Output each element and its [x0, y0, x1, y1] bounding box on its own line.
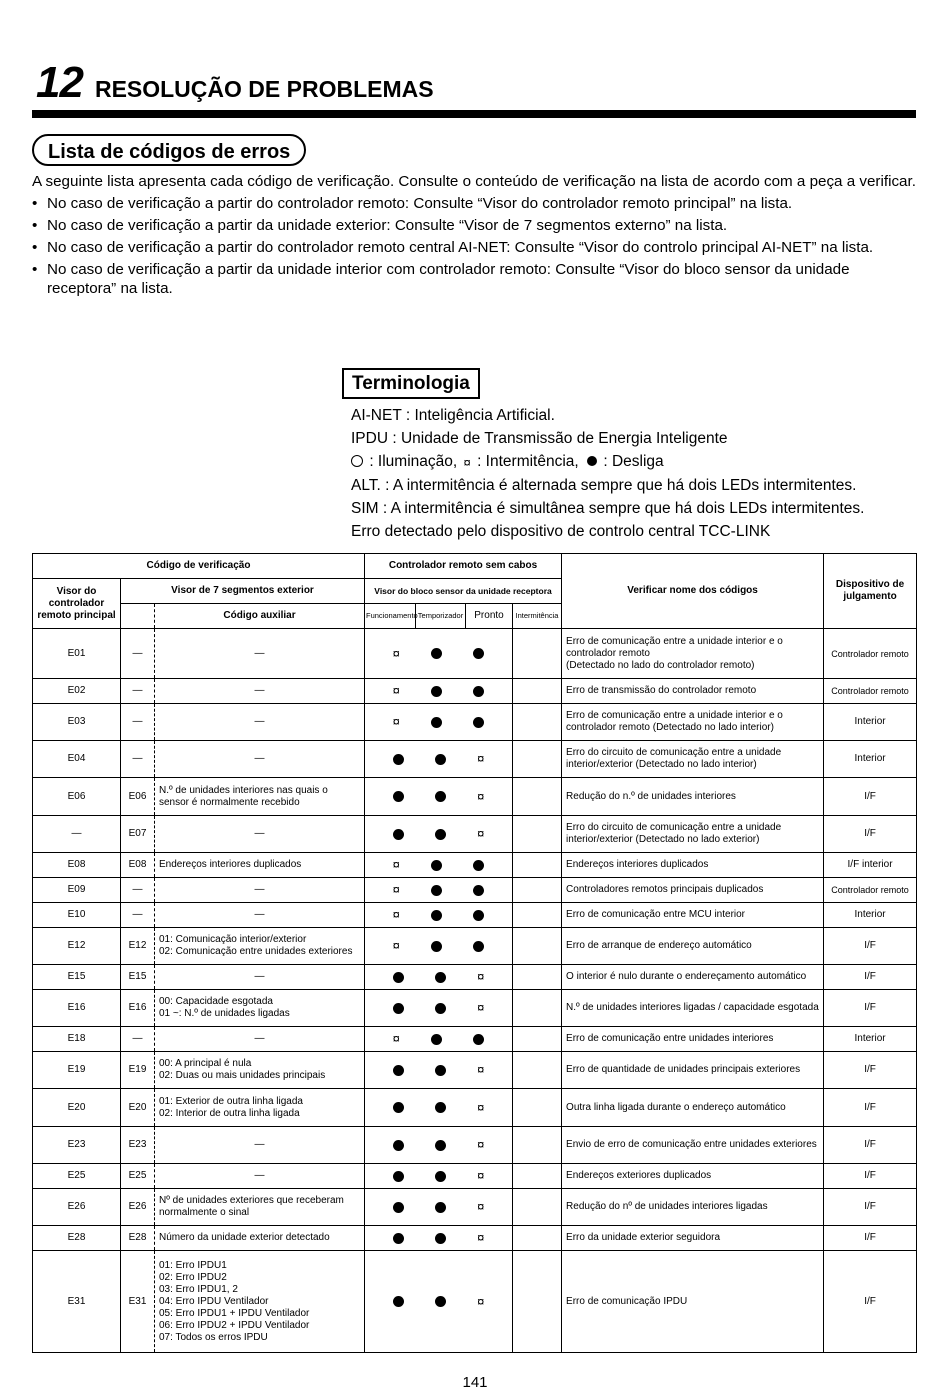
led-status-cell [365, 903, 513, 928]
led-blink-icon: ¤ [392, 645, 400, 661]
check-name-cell: Endereços interiores duplicados [562, 853, 824, 878]
flash-cell [513, 679, 562, 704]
led-blink-icon: ¤ [477, 1293, 485, 1309]
remote-code-cell: E03 [33, 704, 121, 741]
seg7-code-cell: — [121, 704, 155, 741]
seg7-code-cell: — [121, 1027, 155, 1052]
flash-cell [513, 928, 562, 965]
seg7-code-cell: E07 [121, 816, 155, 853]
remote-code-cell: E18 [33, 1027, 121, 1052]
led-blink-icon: ¤ [392, 1031, 400, 1046]
seg7-code-cell: E23 [121, 1127, 155, 1164]
error-codes-table [32, 553, 917, 1353]
table-row [33, 1052, 917, 1089]
table-row [33, 816, 917, 853]
header-aux-code: Código auxiliar [155, 604, 365, 629]
chapter-number: 12 [36, 58, 83, 107]
led-blink-icon: ¤ [392, 683, 400, 698]
remote-code-cell: — [33, 816, 121, 853]
led-on-icon [473, 648, 484, 659]
table-row [33, 1089, 917, 1127]
flash-cell [513, 704, 562, 741]
led-on-icon [473, 885, 484, 896]
led-on-icon [393, 1296, 404, 1307]
terminology-title: Terminologia [342, 368, 480, 399]
aux-code-cell: — [155, 1027, 365, 1052]
device-cell: I/F [824, 778, 917, 816]
aux-code-cell: Número da unidade exterior detectado [155, 1226, 365, 1251]
table-row [33, 965, 917, 990]
led-on-icon [435, 829, 446, 840]
seg7-code-cell: E12 [121, 928, 155, 965]
led-blink-icon: ¤ [477, 1099, 485, 1115]
check-name-cell: N.º de unidades interiores ligadas / capacidade esgotada [562, 990, 824, 1027]
led-status-cell [365, 1251, 513, 1353]
led-status-cell [365, 928, 513, 965]
aux-code-cell: — [155, 878, 365, 903]
legend-on: : Iluminação, [369, 453, 458, 471]
chapter-rule [32, 110, 916, 118]
header-check-name: Verificar nome dos códigos [562, 554, 824, 629]
device-cell: I/F interior [824, 853, 917, 878]
intro-bullet: • No caso de verificação a partir da unidade interior com controlador remoto: Consulte “Visor do bloco sensor da unidade receptora” na lista. [32, 260, 920, 298]
aux-code-cell: 01: Exterior de outra linha ligada 02: Interior de outra linha ligada [155, 1089, 365, 1127]
seg7-code-cell: — [121, 878, 155, 903]
seg7-code-cell: E06 [121, 778, 155, 816]
seg7-code-cell: E25 [121, 1164, 155, 1189]
device-cell: I/F [824, 1127, 917, 1164]
seg7-code-cell: E31 [121, 1251, 155, 1353]
legend-blink: : Intermitência, [477, 453, 579, 471]
flash-cell [513, 741, 562, 778]
led-on-icon [431, 1034, 442, 1045]
term-line: AI-NET : Inteligência Artificial. [351, 407, 555, 424]
seg7-code-cell: E15 [121, 965, 155, 990]
aux-code-cell: 00: A principal é nula 02: Duas ou mais unidades principais [155, 1052, 365, 1089]
flash-cell [513, 1164, 562, 1189]
device-cell: I/F [824, 1052, 917, 1089]
led-blink-icon: ¤ [477, 1168, 485, 1183]
led-blink-icon: ¤ [477, 1000, 485, 1015]
seg7-code-cell: E20 [121, 1089, 155, 1127]
led-blink-icon: ¤ [477, 1137, 485, 1152]
check-name-cell: Erro do circuito de comunicação entre a unidade interior/exterior (Detectado no lado interior) [562, 741, 824, 778]
header-flash: Intermitência [513, 604, 562, 629]
header-wireless: Controlador remoto sem cabos [365, 554, 562, 579]
led-blink-icon: ¤ [477, 788, 485, 804]
terminology-list [351, 404, 864, 544]
check-name-cell: Redução do n.º de unidades interiores [562, 778, 824, 816]
header-operation: Funcionamento [365, 604, 416, 629]
device-cell: Interior [824, 1027, 917, 1052]
led-blink-icon: ¤ [477, 751, 485, 766]
aux-code-cell: — [155, 965, 365, 990]
led-status-cell [365, 816, 513, 853]
led-blink-icon: ¤ [392, 857, 400, 872]
header-judging: Dispositivo de julgamento [824, 554, 917, 629]
flash-cell [513, 1226, 562, 1251]
led-on-icon [473, 910, 484, 921]
remote-code-cell: E08 [33, 853, 121, 878]
led-status-cell [365, 965, 513, 990]
check-name-cell: Erro de quantidade de unidades principais exteriores [562, 1052, 824, 1089]
table-row [33, 990, 917, 1027]
device-cell: I/F [824, 1189, 917, 1226]
led-on-icon [393, 1171, 404, 1182]
table-row [33, 928, 917, 965]
led-on-icon [473, 717, 484, 728]
intro-bullets [32, 194, 920, 298]
led-on-icon [393, 1202, 404, 1213]
led-on-icon [393, 829, 404, 840]
flash-cell [513, 878, 562, 903]
led-blink-icon: ¤ [392, 938, 400, 953]
led-on-icon [473, 860, 484, 871]
table-row [33, 903, 917, 928]
led-on-icon [435, 1003, 446, 1014]
led-blink-icon: ¤ [477, 1230, 485, 1245]
flash-cell [513, 903, 562, 928]
flash-cell [513, 629, 562, 679]
led-status-cell [365, 1089, 513, 1127]
check-name-cell: Erro de comunicação entre a unidade interior e o controlador remoto (Detectado no lado do controlador remoto) [562, 629, 824, 679]
table-row [33, 679, 917, 704]
led-on-icon [435, 791, 446, 802]
device-cell: I/F [824, 1251, 917, 1353]
led-blink-icon: ¤ [477, 826, 485, 841]
remote-code-cell: E26 [33, 1189, 121, 1226]
remote-code-cell: E02 [33, 679, 121, 704]
seg7-code-cell: E08 [121, 853, 155, 878]
led-on-icon [435, 1065, 446, 1076]
remote-code-cell: E16 [33, 990, 121, 1027]
led-on-icon [431, 648, 442, 659]
led-on-icon [435, 1202, 446, 1213]
flash-cell [513, 816, 562, 853]
aux-code-cell: — [155, 704, 365, 741]
device-cell: Interior [824, 741, 917, 778]
led-on-icon [393, 1065, 404, 1076]
table-row [33, 853, 917, 878]
flash-cell [513, 1189, 562, 1226]
term-line: SIM : A intermitência é simultânea sempre que há dois LEDs intermitentes. [351, 500, 865, 518]
table-row [33, 878, 917, 903]
flash-cell [513, 1089, 562, 1127]
table-row [33, 629, 917, 679]
intro-text [32, 172, 920, 301]
remote-code-cell: E09 [33, 878, 121, 903]
led-blink-icon: ¤ [463, 454, 471, 470]
header-ready: Pronto [466, 604, 513, 629]
led-status-cell [365, 990, 513, 1027]
check-name-cell: Redução do nº de unidades interiores ligadas [562, 1189, 824, 1226]
check-name-cell: Erro de comunicação IPDU [562, 1251, 824, 1353]
remote-code-cell: E15 [33, 965, 121, 990]
page-number: 141 [462, 1374, 488, 1391]
led-blink-icon: ¤ [477, 969, 485, 984]
seg7-code-cell: E28 [121, 1226, 155, 1251]
table-row [33, 704, 917, 741]
flash-cell [513, 965, 562, 990]
device-cell: I/F [824, 816, 917, 853]
check-name-cell: Controladores remotos principais duplicados [562, 878, 824, 903]
led-status-cell [365, 741, 513, 778]
term-line: IPDU : Unidade de Transmissão de Energia Inteligente [351, 430, 728, 448]
flash-cell [513, 990, 562, 1027]
remote-code-cell: E25 [33, 1164, 121, 1189]
table-row [33, 1027, 917, 1052]
flash-cell [513, 1127, 562, 1164]
check-name-cell: Erro da unidade exterior seguidora [562, 1226, 824, 1251]
aux-code-cell: 01: Comunicação interior/exterior 02: Comunicação entre unidades exteriores [155, 928, 365, 965]
flash-cell [513, 853, 562, 878]
aux-code-cell: N.º de unidades interiores nas quais o sensor é normalmente recebido [155, 778, 365, 816]
intro-bullet: • No caso de verificação a partir da unidade exterior: Consulte “Visor de 7 segmentos externo” na lista. [32, 216, 920, 235]
remote-code-cell: E19 [33, 1052, 121, 1089]
seg7-code-cell: E16 [121, 990, 155, 1027]
seg7-code-cell: — [121, 679, 155, 704]
table-row [33, 741, 917, 778]
header-seg7: Visor de 7 segmentos exterior [121, 579, 365, 604]
check-name-cell: Erro de comunicação entre MCU interior [562, 903, 824, 928]
remote-code-cell: E20 [33, 1089, 121, 1127]
remote-code-cell: E31 [33, 1251, 121, 1353]
flash-cell [513, 1027, 562, 1052]
aux-code-cell: 01: Erro IPDU1 02: Erro IPDU2 03: Erro IPDU1, 2 04: Erro IPDU Ventilador 05: Erro IPDU1 + IPDU Ventilador 06: Erro IPDU2 + IPDU Ventilador 07: Todos os erros IPDU [155, 1251, 365, 1353]
led-on-icon [435, 1233, 446, 1244]
intro-bullet: • No caso de verificação a partir do controlador remoto: Consulte “Visor do controlador remoto principal” na lista. [32, 194, 920, 213]
aux-code-cell: Endereços interiores duplicados [155, 853, 365, 878]
flash-cell [513, 1251, 562, 1353]
led-on-icon [473, 1034, 484, 1045]
led-on-icon [431, 885, 442, 896]
device-cell: Controlador remoto [824, 878, 917, 903]
led-on-icon [473, 686, 484, 697]
header-sensor-block: Visor do bloco sensor da unidade receptora [365, 579, 562, 604]
chapter-title: RESOLUÇÃO DE PROBLEMAS [94, 76, 434, 102]
led-on-icon [435, 1171, 446, 1182]
led-status-cell [365, 878, 513, 903]
header-timer: Temporizador [416, 604, 466, 629]
check-name-cell: Envio de erro de comunicação entre unidades exteriores [562, 1127, 824, 1164]
led-status-cell [365, 679, 513, 704]
section-title: Lista de códigos de erros [32, 134, 306, 166]
check-name-cell: Erro do circuito de comunicação entre a unidade interior/exterior (Detectado no lado exterior) [562, 816, 824, 853]
seg7-code-cell: — [121, 903, 155, 928]
led-on-icon [435, 972, 446, 983]
led-status-cell [365, 1027, 513, 1052]
check-name-cell: Erro de arranque de endereço automático [562, 928, 824, 965]
table-body [33, 629, 917, 1353]
device-cell: Controlador remoto [824, 679, 917, 704]
seg7-code-cell: — [121, 741, 155, 778]
aux-code-cell: — [155, 629, 365, 679]
table-row [33, 1251, 917, 1353]
check-name-cell: Outra linha ligada durante o endereço automático [562, 1089, 824, 1127]
device-cell: Interior [824, 903, 917, 928]
led-blink-icon: ¤ [477, 1062, 485, 1077]
header-check-code: Código de verificação [33, 554, 365, 579]
led-on-icon [473, 941, 484, 952]
led-status-cell [365, 1226, 513, 1251]
check-name-cell: Erro de comunicação entre unidades interiores [562, 1027, 824, 1052]
aux-code-cell: — [155, 1164, 365, 1189]
aux-code-cell: — [155, 816, 365, 853]
led-blink-icon: ¤ [392, 714, 400, 729]
aux-code-cell: — [155, 741, 365, 778]
device-cell: I/F [824, 965, 917, 990]
term-line: Erro detectado pelo dispositivo de controlo central TCC-LINK [351, 523, 771, 541]
led-status-cell [365, 1052, 513, 1089]
table-row [33, 1164, 917, 1189]
table-row [33, 1127, 917, 1164]
led-on-icon [393, 1102, 404, 1113]
led-status-cell [365, 778, 513, 816]
remote-code-cell: E04 [33, 741, 121, 778]
led-on-icon [393, 972, 404, 983]
seg7-code-cell: E19 [121, 1052, 155, 1089]
led-on-icon [393, 791, 404, 802]
led-off-icon [587, 456, 597, 466]
led-on-icon [393, 1003, 404, 1014]
led-on-icon [431, 941, 442, 952]
aux-code-cell: — [155, 1127, 365, 1164]
led-on-icon [351, 455, 363, 467]
remote-code-cell: E06 [33, 778, 121, 816]
device-cell: I/F [824, 1226, 917, 1251]
led-status-cell [365, 1189, 513, 1226]
check-name-cell: Endereços exteriores duplicados [562, 1164, 824, 1189]
header-remote-main: Visor do controlador remoto principal [33, 579, 121, 629]
device-cell: I/F [824, 1089, 917, 1127]
led-on-icon [435, 1140, 446, 1151]
led-on-icon [393, 754, 404, 765]
seg7-code-cell: E26 [121, 1189, 155, 1226]
flash-cell [513, 778, 562, 816]
led-on-icon [435, 1296, 446, 1307]
remote-code-cell: E10 [33, 903, 121, 928]
aux-code-cell: Nº de unidades exteriores que receberam normalmente o sinal [155, 1189, 365, 1226]
intro-bullet: • No caso de verificação a partir do controlador remoto central AI-NET: Consulte “Visor do controlo principal AI-NET” na lista. [32, 238, 920, 257]
led-on-icon [393, 1140, 404, 1151]
remote-code-cell: E12 [33, 928, 121, 965]
aux-code-cell: — [155, 903, 365, 928]
led-on-icon [435, 754, 446, 765]
device-cell: I/F [824, 990, 917, 1027]
aux-code-cell: 00: Capacidade esgotada 01 ~: N.º de unidades ligadas [155, 990, 365, 1027]
led-on-icon [435, 1102, 446, 1113]
led-status-cell [365, 629, 513, 679]
led-status-cell [365, 1164, 513, 1189]
table-row [33, 1189, 917, 1226]
table-row [33, 1226, 917, 1251]
remote-code-cell: E23 [33, 1127, 121, 1164]
device-cell: I/F [824, 1164, 917, 1189]
remote-code-cell: E28 [33, 1226, 121, 1251]
legend-off: : Desliga [603, 453, 664, 471]
intro-paragraph: A seguinte lista apresenta cada código de verificação. Consulte o conteúdo de verificação na lista de acordo com a peça a verificar. [32, 173, 916, 190]
led-on-icon [431, 860, 442, 871]
led-status-cell [365, 1127, 513, 1164]
check-name-cell: Erro de comunicação entre a unidade interior e o controlador remoto (Detectado no lado interior) [562, 704, 824, 741]
check-name-cell: Erro de transmissão do controlador remoto [562, 679, 824, 704]
led-legend [351, 450, 864, 474]
led-status-cell [365, 853, 513, 878]
term-line: ALT. : A intermitência é alternada sempre que há dois LEDs intermitentes. [351, 476, 857, 494]
header-seg-blank [121, 604, 155, 629]
chapter-heading [36, 58, 434, 108]
check-name-cell: O interior é nulo durante o endereçamento automático [562, 965, 824, 990]
device-cell: I/F [824, 928, 917, 965]
led-status-cell [365, 704, 513, 741]
led-blink-icon: ¤ [392, 907, 400, 922]
flash-cell [513, 1052, 562, 1089]
remote-code-cell: E01 [33, 629, 121, 679]
led-on-icon [431, 910, 442, 921]
led-on-icon [431, 686, 442, 697]
device-cell: Controlador remoto [824, 629, 917, 679]
aux-code-cell: — [155, 679, 365, 704]
led-on-icon [431, 717, 442, 728]
led-blink-icon: ¤ [477, 1199, 485, 1214]
led-blink-icon: ¤ [392, 882, 400, 897]
led-on-icon [393, 1233, 404, 1244]
table-row [33, 778, 917, 816]
device-cell: Interior [824, 704, 917, 741]
seg7-code-cell: — [121, 629, 155, 679]
